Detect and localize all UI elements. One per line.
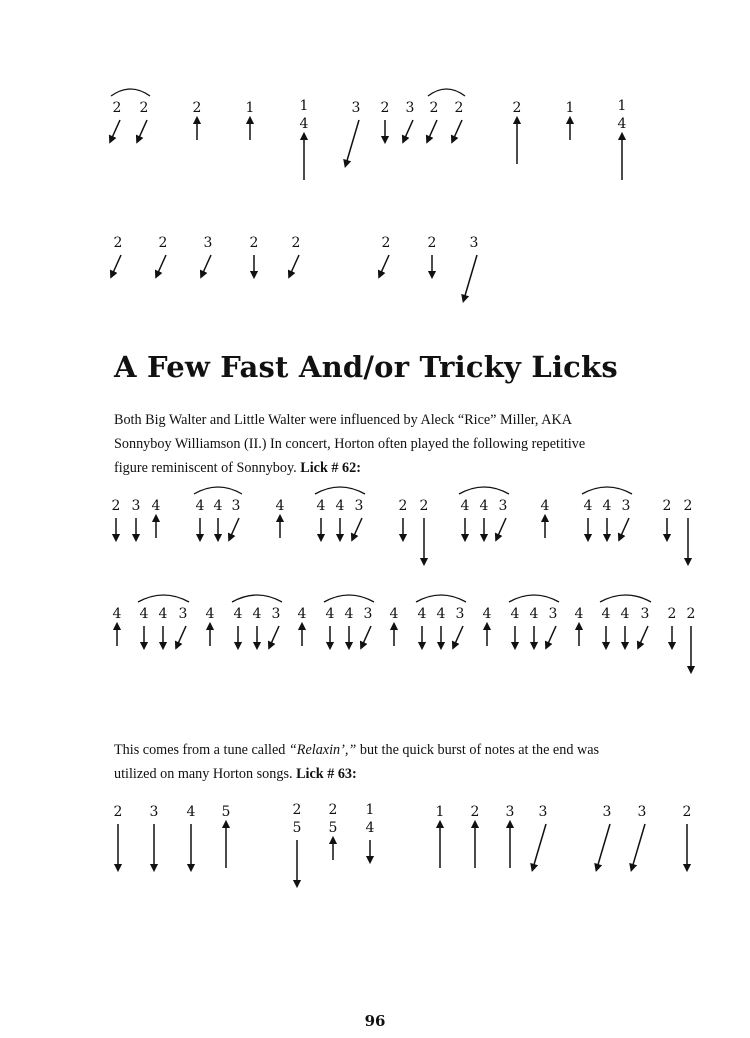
hole-number: 4 <box>158 606 168 622</box>
hole-number: 4 <box>365 820 375 836</box>
hole-number: 3 <box>455 606 465 622</box>
hole-number: 5 <box>292 820 302 836</box>
hole-number: 4 <box>389 606 399 622</box>
hole-number: 4 <box>186 804 196 820</box>
hole-number: 2 <box>249 235 259 251</box>
hole-number: 3 <box>178 606 188 622</box>
hole-number: 2 <box>113 235 123 251</box>
hole-number: 3 <box>621 498 631 514</box>
hole-number: 2 <box>139 100 149 116</box>
hole-number: 4 <box>602 498 612 514</box>
bend-arrow <box>362 626 371 646</box>
hole-number: 2 <box>381 235 391 251</box>
hole-number: 3 <box>405 100 415 116</box>
hole-number: 3 <box>131 498 141 514</box>
hole-number: 2 <box>158 235 168 251</box>
paragraph-lick-63 <box>114 738 714 786</box>
lick-label: Lick # 63: <box>296 766 357 782</box>
bend-arrow <box>597 824 610 868</box>
paragraph-text: but the quick burst of notes at the end was <box>356 742 600 758</box>
hole-number: 2 <box>667 606 677 622</box>
bend-arrow <box>177 626 186 646</box>
bend-arrow <box>497 518 506 538</box>
hole-number: 4 <box>436 606 446 622</box>
hole-number: 4 <box>601 606 611 622</box>
hole-number: 2 <box>429 100 439 116</box>
hole-number: 4 <box>479 498 489 514</box>
hole-number: 2 <box>112 100 122 116</box>
hole-number: 4 <box>151 498 161 514</box>
bend-arrow <box>639 626 648 646</box>
hole-number: 2 <box>683 498 693 514</box>
hole-number: 4 <box>297 606 307 622</box>
slur-arc <box>111 89 150 96</box>
hole-number: 4 <box>233 606 243 622</box>
bend-arrow <box>270 626 279 646</box>
bend-arrow <box>404 120 413 140</box>
hole-number: 2 <box>419 498 429 514</box>
paragraph-text: utilized on many Horton songs. <box>114 766 297 782</box>
hole-number-top: 1 <box>299 98 309 114</box>
hole-number: 5 <box>328 820 338 836</box>
hole-number: 3 <box>640 606 650 622</box>
slur-arc <box>324 595 374 602</box>
hole-number: 4 <box>510 606 520 622</box>
slur-arc <box>509 595 559 602</box>
page-number: 96 <box>364 1012 386 1030</box>
hole-number: 4 <box>617 116 627 132</box>
hole-number: 3 <box>351 100 361 116</box>
hole-number: 2 <box>427 235 437 251</box>
slur-arc <box>600 595 651 602</box>
bend-arrow <box>547 626 556 646</box>
hole-number-top: 1 <box>365 802 375 818</box>
hole-number: 4 <box>482 606 492 622</box>
hole-number: 5 <box>221 804 231 820</box>
hole-number: 3 <box>637 804 647 820</box>
hole-number: 2 <box>111 498 121 514</box>
section-heading: A Few Fast And/or Tricky Licks <box>114 350 618 384</box>
hole-number: 4 <box>574 606 584 622</box>
hole-number: 2 <box>686 606 696 622</box>
lick-label: Lick # 62: <box>300 460 361 476</box>
hole-number: 4 <box>417 606 427 622</box>
slur-arc <box>428 89 465 96</box>
bend-arrow <box>346 120 359 164</box>
hole-number: 3 <box>505 804 515 820</box>
bend-arrow <box>290 255 299 275</box>
hole-number: 2 <box>291 235 301 251</box>
hole-number: 3 <box>602 804 612 820</box>
paragraph-lick-62 <box>114 408 714 480</box>
bend-arrow <box>533 824 546 868</box>
hole-number: 4 <box>299 116 309 132</box>
bend-arrow <box>112 255 121 275</box>
hole-number: 2 <box>380 100 390 116</box>
hole-number: 4 <box>335 498 345 514</box>
hole-number: 2 <box>192 100 202 116</box>
hole-number: 4 <box>275 498 285 514</box>
hole-number: 3 <box>271 606 281 622</box>
hole-number: 3 <box>363 606 373 622</box>
slur-arc <box>232 595 282 602</box>
hole-number: 4 <box>325 606 335 622</box>
hole-number: 4 <box>540 498 550 514</box>
hole-number: 4 <box>139 606 149 622</box>
bend-arrow <box>454 626 463 646</box>
hole-number: 4 <box>205 606 215 622</box>
paragraph-line: Sonnyboy Williamson (II.) In concert, Horton often played the following repetitive <box>114 436 586 452</box>
bend-arrow <box>620 518 629 538</box>
hole-number: 2 <box>470 804 480 820</box>
paragraph-line: figure reminiscent of Sonnyboy. <box>114 460 297 476</box>
hole-number: 3 <box>354 498 364 514</box>
slur-arc <box>459 487 509 494</box>
hole-number: 3 <box>538 804 548 820</box>
hole-number: 3 <box>498 498 508 514</box>
bend-arrow <box>464 255 477 299</box>
bend-arrow <box>453 120 462 140</box>
song-title: “Relaxin’,” <box>288 742 357 758</box>
hole-number-top: 2 <box>328 802 338 818</box>
slur-arc <box>582 487 632 494</box>
slur-arc <box>194 487 242 494</box>
hole-number: 4 <box>195 498 205 514</box>
bend-arrow <box>230 518 239 538</box>
hole-number: 2 <box>113 804 123 820</box>
hole-number: 3 <box>203 235 213 251</box>
hole-number: 1 <box>245 100 255 116</box>
hole-number-top: 1 <box>617 98 627 114</box>
hole-number: 3 <box>548 606 558 622</box>
bend-arrow <box>202 255 211 275</box>
hole-number: 4 <box>316 498 326 514</box>
bend-arrow <box>428 120 437 140</box>
hole-number: 3 <box>149 804 159 820</box>
hole-number: 1 <box>435 804 445 820</box>
bend-arrow <box>380 255 389 275</box>
hole-number: 4 <box>252 606 262 622</box>
hole-number: 4 <box>213 498 223 514</box>
paragraph-line: Both Big Walter and Little Walter were influenced by Aleck “Rice” Miller, AKA <box>114 412 572 428</box>
paragraph-text: This comes from a tune called <box>114 742 289 758</box>
hole-number-top: 2 <box>292 802 302 818</box>
hole-number: 2 <box>682 804 692 820</box>
bend-arrow <box>111 120 120 140</box>
hole-number: 4 <box>344 606 354 622</box>
bend-arrow <box>353 518 362 538</box>
hole-number: 3 <box>231 498 241 514</box>
hole-number: 2 <box>512 100 522 116</box>
hole-number: 3 <box>469 235 479 251</box>
slur-arc <box>315 487 365 494</box>
hole-number: 4 <box>529 606 539 622</box>
hole-number: 2 <box>454 100 464 116</box>
hole-number: 2 <box>398 498 408 514</box>
hole-number: 4 <box>112 606 122 622</box>
bend-arrow <box>157 255 166 275</box>
bend-arrow <box>138 120 147 140</box>
slur-arc <box>138 595 189 602</box>
hole-number: 1 <box>565 100 575 116</box>
slur-arc <box>416 595 466 602</box>
bend-arrow <box>632 824 645 868</box>
hole-number: 4 <box>583 498 593 514</box>
hole-number: 4 <box>460 498 470 514</box>
hole-number: 2 <box>662 498 672 514</box>
hole-number: 4 <box>620 606 630 622</box>
